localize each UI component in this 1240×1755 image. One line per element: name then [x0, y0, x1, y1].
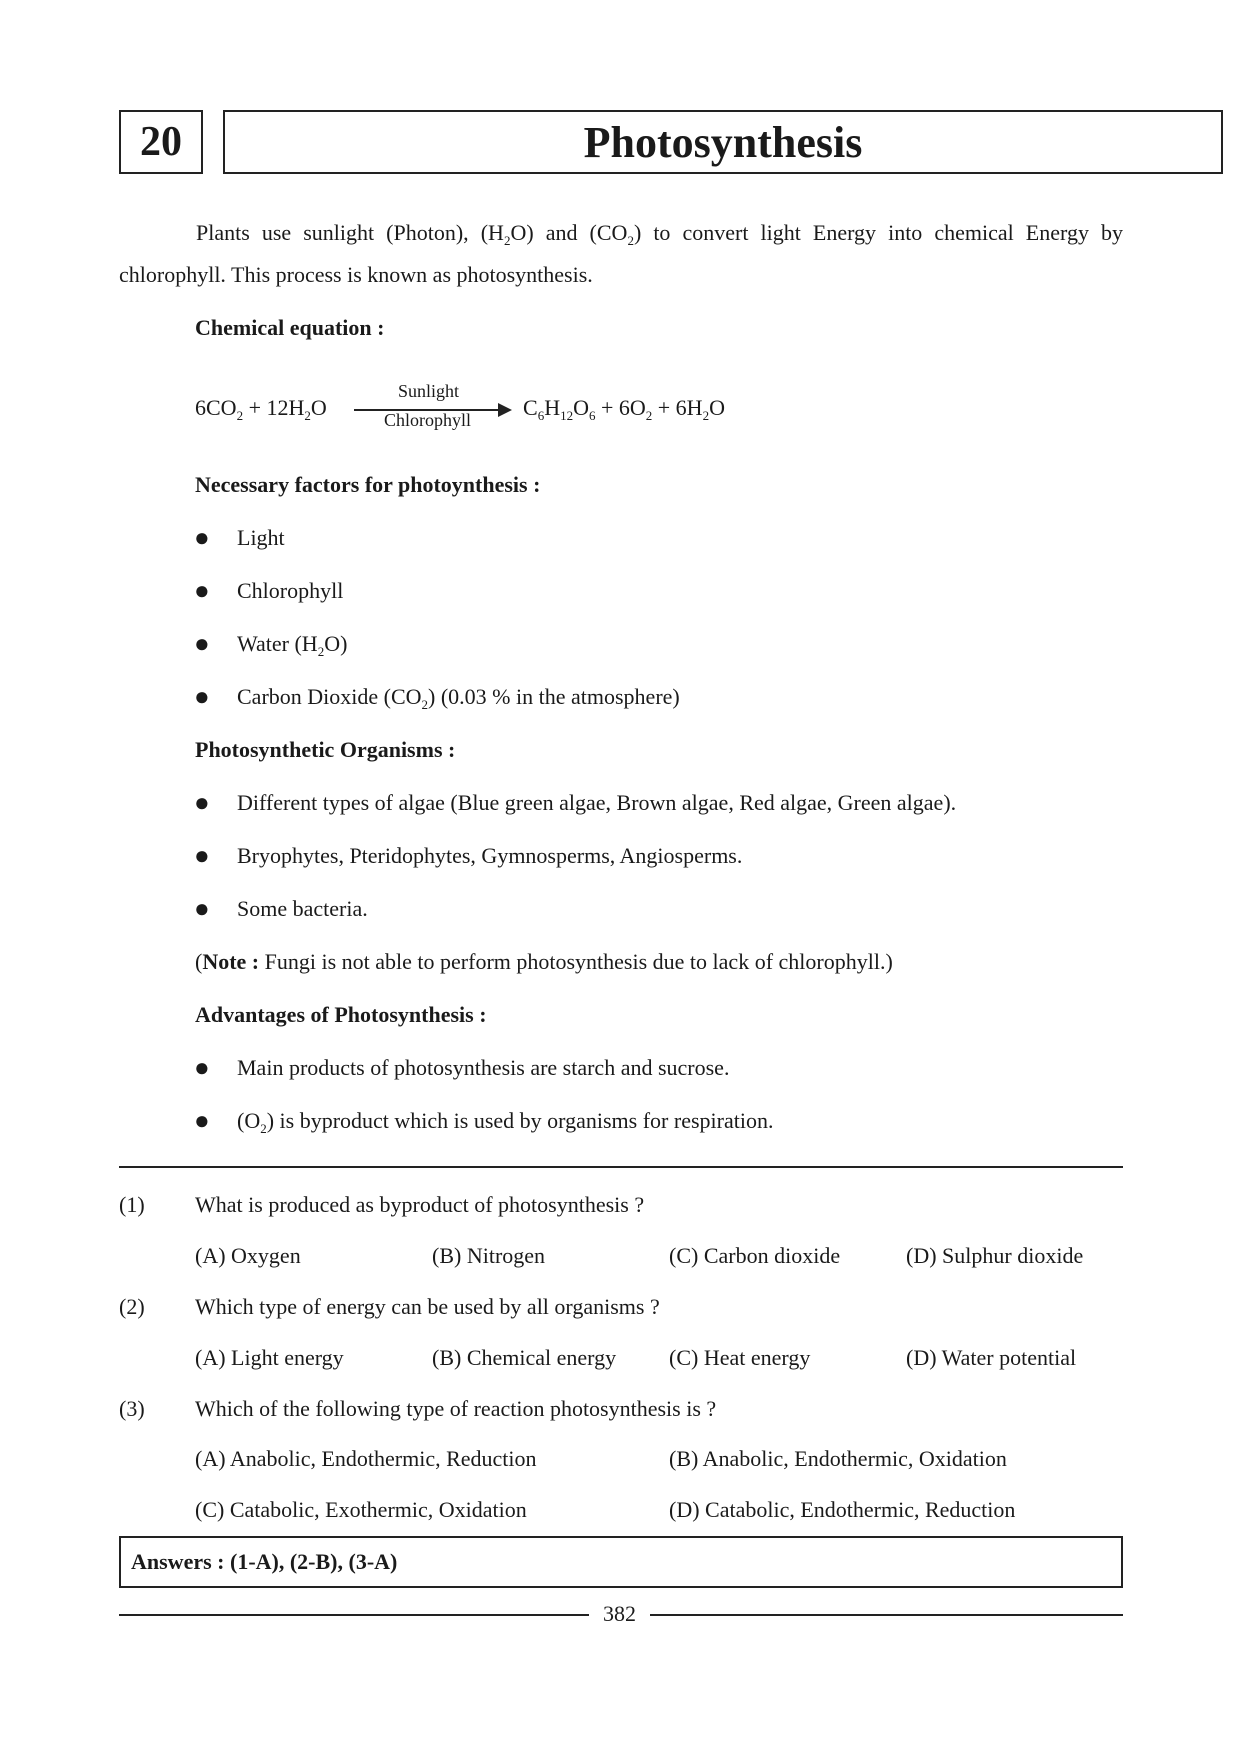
equation-products: $C_6H_{12}O_6 + 6O_2 + 6H_2O$ — [523, 395, 725, 423]
bullet-icon: ● — [194, 1106, 210, 1135]
option: (B) Chemical energy — [432, 1345, 617, 1370]
section-divider — [119, 1166, 1123, 1168]
bullet-icon: ● — [194, 841, 210, 870]
footer-rule-right — [650, 1614, 1123, 1616]
page-number: 382 — [603, 1601, 636, 1626]
option: (C) Heat energy — [669, 1345, 811, 1370]
bullet-icon: ● — [194, 629, 210, 658]
chapter-title: Photosynthesis — [223, 110, 1223, 174]
arrow-label-top: Sunlight — [398, 381, 460, 401]
option: (D) Sulphur dioxide — [906, 1243, 1084, 1268]
footer-rule-left — [119, 1614, 589, 1616]
option: (C) Catabolic, Exothermic, Oxidation — [195, 1497, 527, 1522]
question-number: (3) — [119, 1396, 145, 1421]
option: (A) Light energy — [195, 1345, 344, 1370]
option: (C) Carbon dioxide — [669, 1243, 841, 1268]
organisms-heading: Photosynthetic Organisms : — [195, 737, 456, 762]
intro-paragraph: Plants use sunlight (Photon), $(H_2O)$ and $(CO_2)$ to convert light Energy into chemical Energy by chlorophyll. This process is known as photosynthesis. — [119, 220, 1123, 287]
bullet-icon: ● — [194, 1053, 210, 1082]
advantages-heading: Advantages of Photosynthesis : — [195, 1002, 487, 1027]
option: (D) Catabolic, Endothermic, Reduction — [669, 1497, 1016, 1522]
bullet-icon: ● — [194, 788, 210, 817]
organism-item: Some bacteria. — [237, 896, 368, 921]
factor-chlorophyll: Chlorophyll — [237, 578, 344, 603]
arrow-head-icon — [498, 403, 512, 417]
arrow-label-bottom: Chlorophyll — [384, 410, 472, 430]
factors-heading: Necessary factors for photoynthesis : — [195, 472, 541, 497]
question-text: Which of the following type of reaction photosynthesis is ? — [195, 1396, 717, 1421]
option: (B) Anabolic, Endothermic, Oxidation — [669, 1446, 1007, 1471]
factor-water: Water $(H_2O)$ — [237, 631, 348, 659]
question-number: (1) — [119, 1192, 145, 1217]
chapter-number: 20 — [119, 110, 203, 174]
option: (A) Anabolic, Endothermic, Reduction — [195, 1446, 537, 1471]
factor-co2: Carbon Dioxide $(CO_2)$ (0.03 % in the atmosphere) — [237, 684, 680, 712]
question-text: What is produced as byproduct of photosynthesis ? — [195, 1192, 645, 1217]
question-number: (2) — [119, 1294, 145, 1319]
answers-box — [119, 1536, 1123, 1588]
option: (A) Oxygen — [195, 1243, 301, 1268]
answers-text: Answers : (1-A), (2-B), (3-A) — [131, 1549, 398, 1574]
question-text: Which type of energy can be used by all organisms ? — [195, 1294, 660, 1319]
bullet-icon: ● — [194, 682, 210, 711]
equation-reactants: $6CO_2 + 12H_2O$ — [195, 395, 327, 423]
option: (B) Nitrogen — [432, 1243, 546, 1268]
bullet-icon: ● — [194, 894, 210, 923]
chemical-equation-heading: Chemical equation : — [195, 315, 385, 340]
organism-item: Bryophytes, Pteridophytes, Gymnosperms, Angiosperms. — [237, 843, 743, 868]
organism-item: Different types of algae (Blue green algae, Brown algae, Red algae, Green algae). — [237, 790, 957, 815]
bullet-icon: ● — [194, 523, 210, 552]
note: (Note : Fungi is not able to perform photosynthesis due to lack of chlorophyll.) — [195, 949, 893, 974]
advantage-item: Main products of photosynthesis are starch and sucrose. — [237, 1055, 730, 1080]
factor-light: Light — [237, 525, 285, 550]
bullet-icon: ● — [194, 576, 210, 605]
advantage-item: $(O_2)$ is byproduct which is used by organisms for respiration. — [237, 1108, 774, 1136]
option: (D) Water potential — [906, 1345, 1077, 1370]
